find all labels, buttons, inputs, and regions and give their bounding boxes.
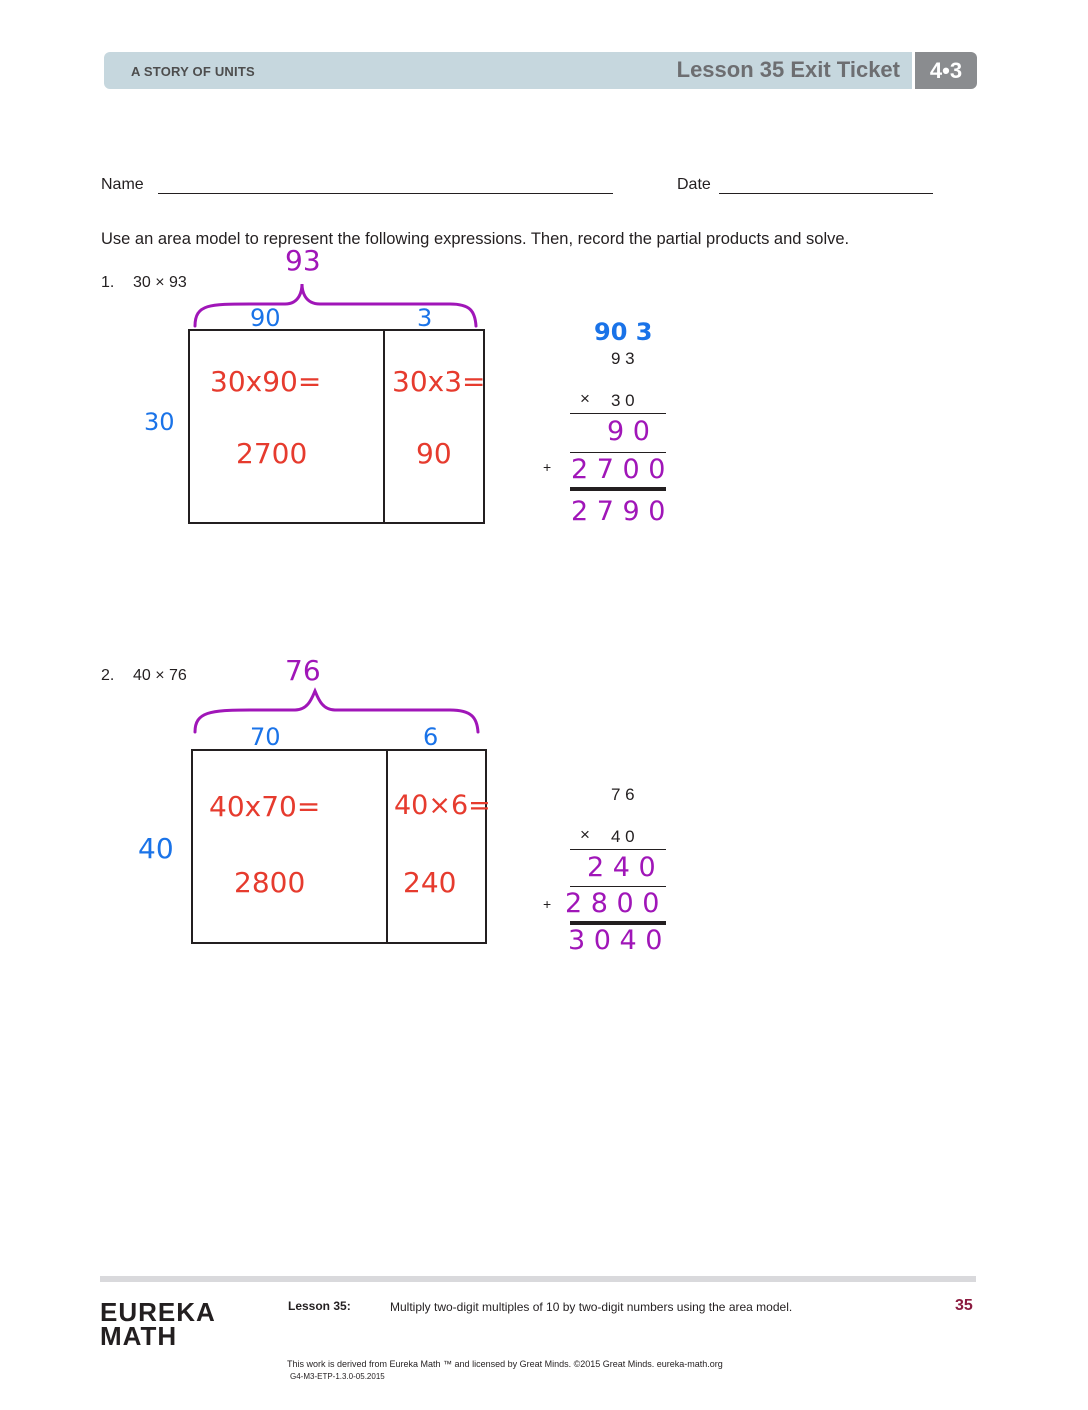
eureka-math-logo [100, 1297, 216, 1351]
problem-1-sum-rule [570, 487, 666, 491]
logo-line-1: EUREKA [100, 1297, 216, 1327]
footer-description: Multiply two-digit multiples of 10 by two-digit numbers using the area model. [390, 1300, 793, 1314]
problem-1-rule-1 [570, 413, 666, 414]
problem-1-partial-1: 9 0 [607, 416, 650, 447]
instructions: Use an area model to represent the following expressions. Then, record the partial products and solve. [101, 230, 850, 248]
problem-1-brace [190, 276, 490, 332]
series-label: A STORY OF UNITS [131, 64, 255, 79]
problem-1-bottom-factor: 3 0 [611, 391, 635, 410]
problem-1-partial-2: 2 7 0 0 [571, 454, 666, 485]
problem-1-expression: 30 × 93 [133, 274, 187, 291]
problem-2-cell-right-value: 240 [403, 866, 457, 899]
name-label: Name [101, 176, 144, 193]
date-line[interactable] [719, 193, 933, 194]
problem-1-cell-left-expr: 30x90= [210, 365, 322, 398]
problem-2-brace [190, 686, 490, 736]
problem-2-bottom-factor: 4 0 [611, 827, 635, 846]
problem-1-side: 30 [144, 408, 175, 436]
problem-2-divider [386, 749, 388, 942]
problem-1-total: 2 7 9 0 [571, 496, 666, 527]
license-text: This work is derived from Eureka Math ™ and licensed by Great Minds. ©2015 Great Minds. eureka-math.org [287, 1359, 723, 1369]
problem-2-rule-1 [570, 849, 666, 850]
document-code: G4-M3-ETP-1.3.0-05.2015 [290, 1372, 385, 1381]
problem-1-divider [383, 329, 385, 522]
problem-2-top-factor: 7 6 [611, 785, 635, 804]
problem-1-times-sign: × [580, 389, 590, 408]
problem-2-cell-left-expr: 40x70= [209, 790, 321, 823]
problem-2-cell-right-expr: 40×6= [394, 790, 491, 821]
module-badge: 4•3 [915, 52, 977, 89]
problem-2-number: 2. [101, 667, 115, 684]
problem-1-decomposition: 90 3 [594, 318, 653, 346]
problem-2-expression: 40 × 76 [133, 667, 187, 684]
problem-2-rule-2 [570, 886, 666, 887]
problem-1-number: 1. [101, 274, 115, 291]
footer-rule [100, 1276, 976, 1282]
problem-1-cell-right-value: 90 [416, 437, 452, 470]
problem-1-cell-right-expr: 30x3= [392, 365, 486, 398]
problem-2-partial-2: 2 8 0 0 [565, 888, 660, 919]
problem-2-area-model [191, 749, 487, 944]
problem-2-cell-left-value: 2800 [234, 866, 306, 899]
problem-1-plus-sign: + [543, 459, 552, 475]
lesson-title: Lesson 35 Exit Ticket [676, 57, 900, 82]
problem-2-brace-total: 76 [285, 654, 321, 687]
problem-1-top-factor: 9 3 [611, 349, 635, 368]
page-number: 35 [955, 1297, 973, 1314]
problem-1-brace-total: 93 [285, 244, 321, 277]
problem-2-side: 40 [138, 832, 174, 865]
problem-2-top-left: 70 [250, 723, 281, 751]
logo-line-2: MATH [100, 1321, 178, 1351]
problem-1-rule-2 [570, 452, 666, 453]
problem-2-partial-1: 2 4 0 [587, 852, 656, 883]
problem-2-times-sign: × [580, 825, 590, 844]
problem-1-cell-left-value: 2700 [236, 437, 308, 470]
problem-2-total: 3 0 4 0 [568, 925, 663, 956]
problem-1-top-right: 3 [417, 304, 433, 332]
problem-1-area-model [188, 329, 485, 524]
problem-1-top-left: 90 [250, 304, 281, 332]
name-line[interactable] [158, 193, 613, 194]
date-label: Date [677, 176, 711, 193]
footer-lesson-label: Lesson 35: [288, 1299, 351, 1313]
problem-2-top-right: 6 [423, 723, 439, 751]
problem-2-plus-sign: + [543, 896, 552, 912]
